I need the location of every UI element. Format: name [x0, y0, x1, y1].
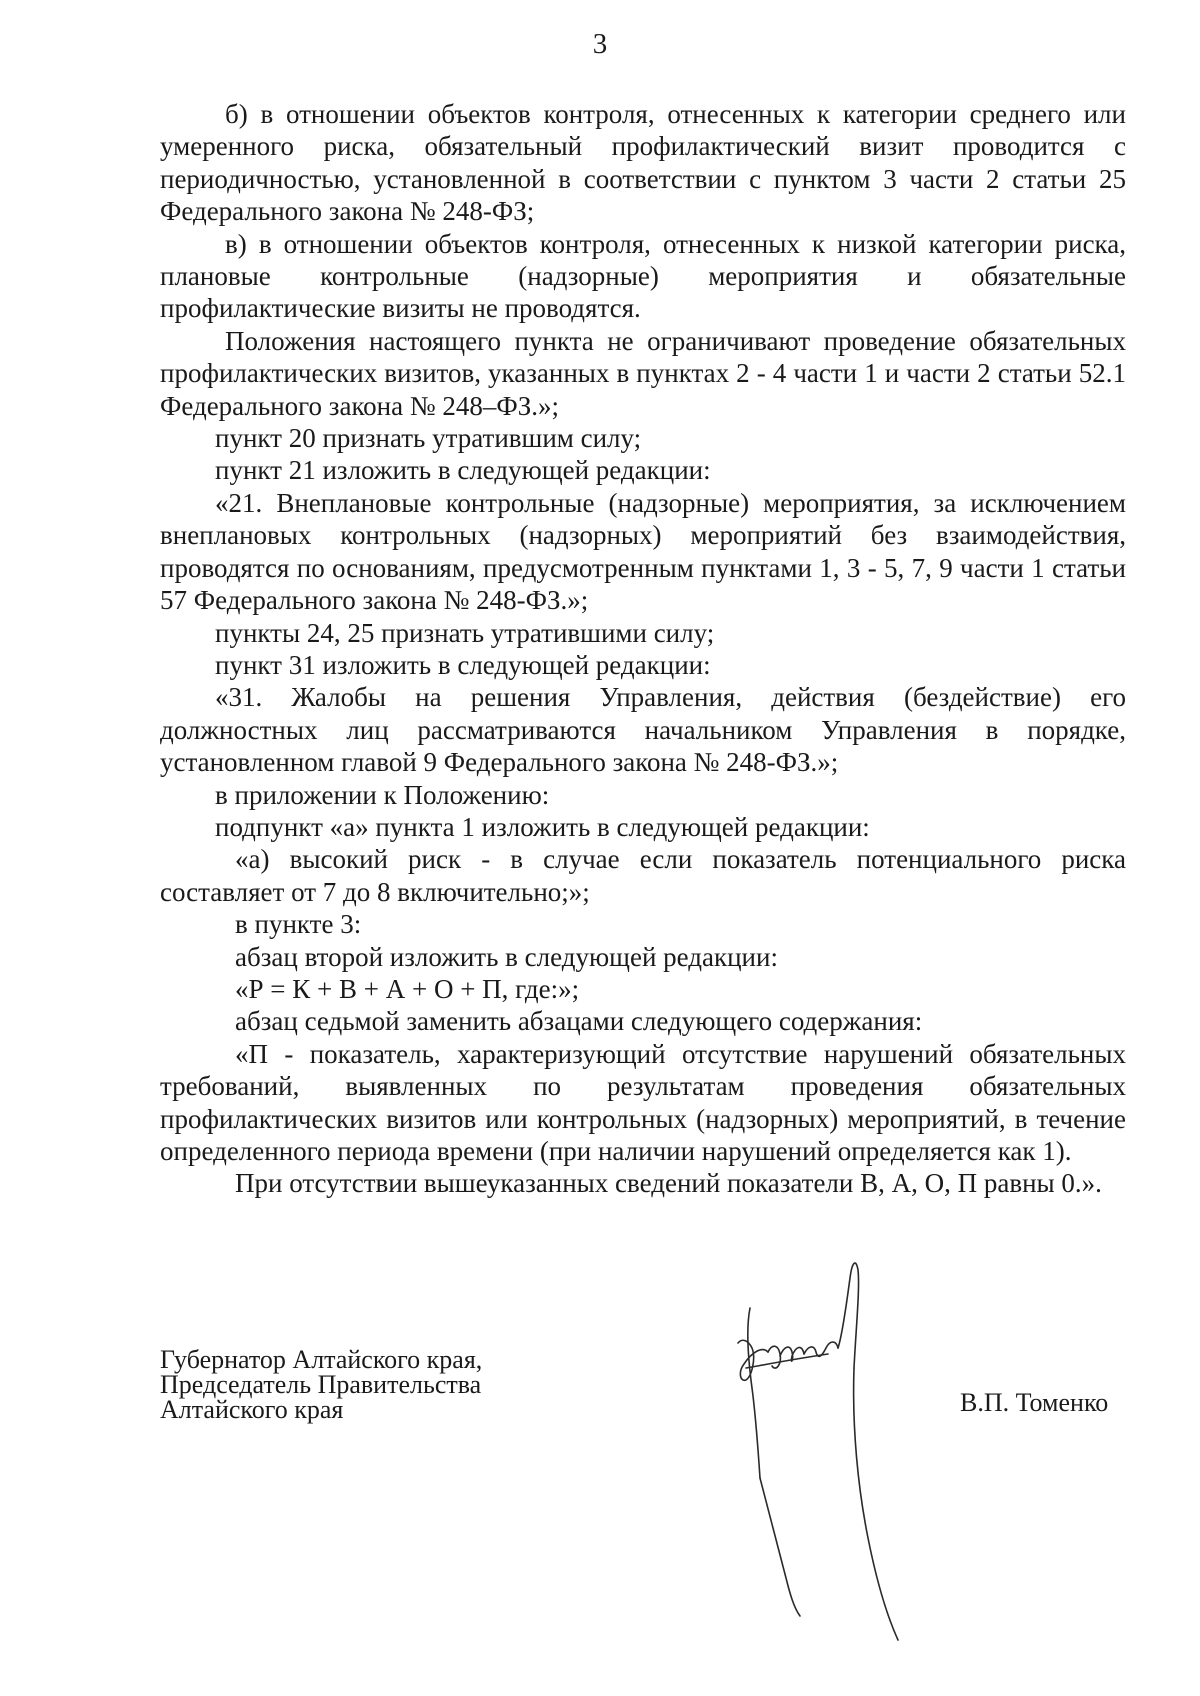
paragraph-b: б) в отношении объектов контроля, отнесенных к категории среднего или умеренного риска, обязательный профилактический визит проводится с периодичностью, установленной в соответствии с пунктом 3 части 2 статьи 25 Федерального закона № 248-ФЗ;	[160, 99, 1126, 227]
paragraph-subitem-a-intro: подпункт «а» пункта 1 изложить в следующей редакции:	[215, 811, 870, 842]
paragraph-subitem-a: «а) высокий риск - в случае если показатель потенциального риска составляет от 7 до 8 включительно;»;	[160, 844, 1126, 907]
paragraph-item-3: в пункте 3:	[235, 909, 362, 940]
paragraph-item-21: «21. Внеплановые контрольные (надзорные) мероприятия, за исключением внеплановых контрольных (надзорных) мероприятий без взаимодействия, проводятся по основаниям, предусмотренным пунктами 1, 3 - 5, 7, 9 части 1 статьи 57 Федерального закона № 248-ФЗ.»;	[160, 487, 1126, 616]
paragraph-item-31: «31. Жалобы на решения Управления, действия (бездействие) его должностных лиц рассматриваются начальником Управления в порядке, установленном главой 9 Федерального закона № 248-ФЗ.»;	[160, 682, 1126, 778]
page-number: 3	[592, 28, 608, 60]
position-line-1: Губернатор Алтайского края,	[160, 1345, 483, 1374]
paragraph-absence: При отсутствии вышеуказанных сведений показатели В, А, О, П равны 0.».	[235, 1168, 1102, 1199]
paragraph-items-24-25: пункты 24, 25 признать утратившими силу;	[215, 617, 715, 648]
paragraph-item-20: пункт 20 признать утратившим силу;	[215, 423, 642, 454]
signatory-position	[160, 1347, 482, 1422]
paragraph-item-21-intro: пункт 21 изложить в следующей редакции:	[215, 455, 711, 486]
paragraph-v: в) в отношении объектов контроля, отнесенных к низкой категории риска, плановые контрольные (надзорные) мероприятия и обязательные профилактические визиты не проводятся.	[160, 228, 1126, 324]
paragraph-p-definition: «П - показатель, характеризующий отсутствие нарушений обязательных требований, выявленных по результатам проведения обязательных профилактических визитов или контрольных (надзорных) мероприятий, в течение определенного периода времени (при наличии нарушений определяется как 1).	[160, 1038, 1126, 1166]
paragraph-appendix: в приложении к Положению:	[215, 779, 550, 810]
paragraph-seventh-abzac-intro: абзац седьмой заменить абзацами следующего содержания:	[235, 1006, 923, 1037]
signatory-name: В.П. Томенко	[960, 1388, 1109, 1417]
paragraph-item-31-intro: пункт 31 изложить в следующей редакции:	[215, 649, 711, 680]
paragraph-formula: «Р = К + В + А + О + П, где:»;	[235, 973, 580, 1004]
handwritten-signature	[728, 1248, 908, 1648]
document-body	[160, 98, 1126, 1200]
paragraph-second-abzac-intro: абзац второй изложить в следующей редакции:	[235, 941, 778, 972]
position-line-2: Председатель Правительства	[160, 1370, 482, 1399]
paragraph-provisions: Положения настоящего пункта не ограничивают проведение обязательных профилактических визитов, указанных в пунктах 2 - 4 части 1 и части 2 статьи 52.1 Федерального закона № 248–ФЗ.»;	[160, 325, 1126, 421]
position-line-3: Алтайского края	[160, 1395, 344, 1424]
